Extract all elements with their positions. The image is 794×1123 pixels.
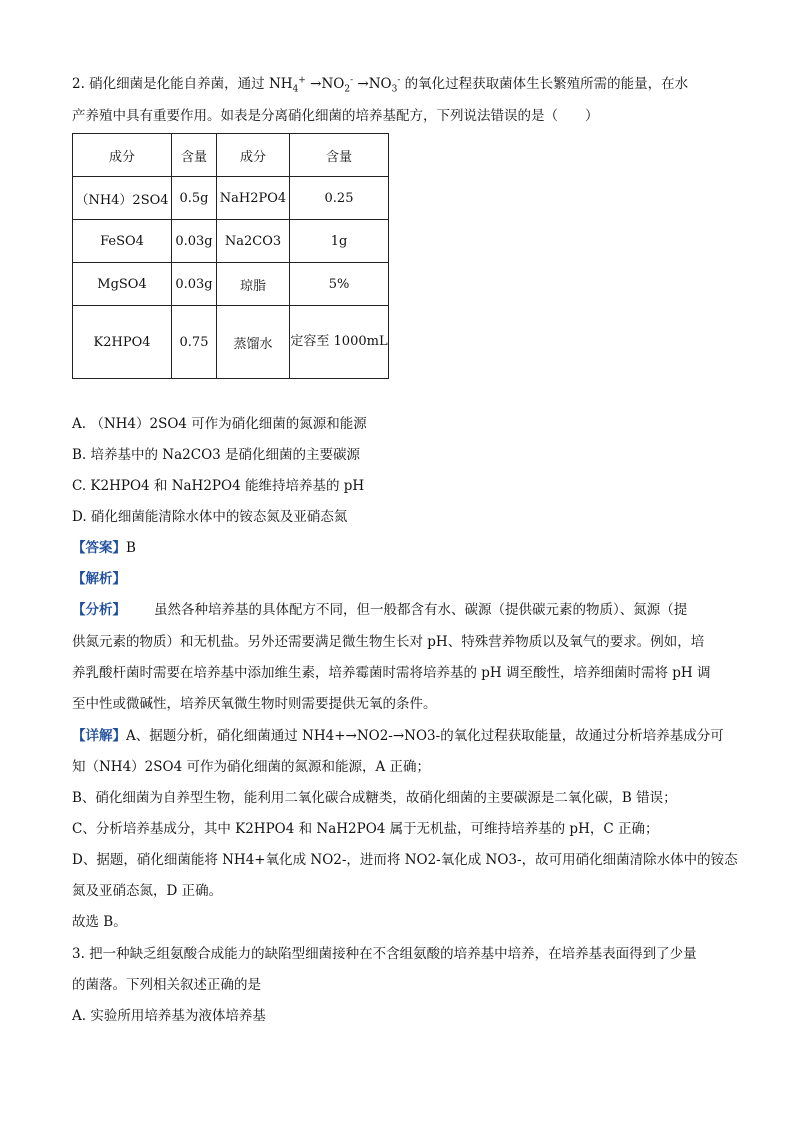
- conclusion-line: 故选 B。: [72, 914, 127, 930]
- xiangjie-line4: C、分析培养基成分，其中 K2HPO4 和 NaH2PO4 属于无机盐，可维持培养基的 pH，C 正确；: [72, 821, 659, 837]
- table-cell: 定容至 1000mL: [290, 306, 389, 379]
- table-cell: 0.03g: [172, 263, 217, 306]
- table-row: [73, 263, 389, 306]
- table-header-cell: 含量: [172, 134, 217, 177]
- table-cell: NaH2PO4: [217, 177, 290, 220]
- q2-option-c: C. K2HPO4 和 NaH2PO4 能维持培养基的 pH: [72, 478, 365, 494]
- table-cell: FeSO4: [73, 220, 172, 263]
- table-cell: 0.25: [290, 177, 389, 220]
- q3-option-a: A. 实验所用培养基为液体培养基: [72, 1008, 266, 1024]
- table-cell: 0.03g: [172, 220, 217, 263]
- table-header-cell: 含量: [290, 134, 389, 177]
- table-cell: 蒸馏水: [217, 306, 290, 379]
- table-header-cell: 成分: [217, 134, 290, 177]
- q2-stem-line1: 2. 硝化细菌是化能自养菌，通过 $NH_4^+ \to NO_2^- \to NO_3^-$ 的氧化过程获取菌体生长繁殖所需的能量，在水: [72, 75, 689, 95]
- q2-option-a: A. （NH4）2SO4 可作为硝化细菌的氮源和能源: [72, 416, 367, 432]
- q3-stem-line1: 3. 把一种缺乏组氨酸合成能力的缺陷型细菌接种在不含组氨酸的培养基中培养，在培养基表面得到了少量: [72, 946, 697, 962]
- q2-stem-line2: 产养殖中具有重要作用。如表是分离硝化细菌的培养基配方，下列说法错误的是（ ）: [72, 108, 599, 124]
- table-header-cell: 成分: [73, 134, 172, 177]
- table-cell: K2HPO4: [73, 306, 172, 379]
- fenxi-tag: 【分析】: [72, 602, 126, 618]
- q3-stem-line2: 的菌落。下列相关叙述正确的是: [72, 977, 261, 993]
- table-row: [73, 220, 389, 263]
- table-cell: 0.5g: [172, 177, 217, 220]
- answer-line: [72, 538, 136, 558]
- table-cell: 1g: [290, 220, 389, 263]
- medium-recipe-table: [72, 133, 389, 379]
- xiangjie-line5: D、据题，硝化细菌能将 NH4+氧化成 NO2-，进而将 NO2-氧化成 NO3-，故可用硝化细菌清除水体中的铵态: [72, 852, 738, 868]
- analysis-tag: 【解析】: [72, 571, 126, 587]
- fenxi-line4: 至中性或微碱性，培养厌氧微生物时则需要提供无氧的条件。: [72, 696, 437, 712]
- xiangjie-line2: 知（NH4）2SO4 可作为硝化细菌的氮源和能源，A 正确；: [72, 759, 430, 775]
- table-cell: （NH4）2SO4: [73, 177, 172, 220]
- fenxi-line3: 养乳酸杆菌时需要在培养基中添加维生素，培养霉菌时需将培养基的 pH 调至酸性，培养细菌时需将 pH 调: [72, 665, 711, 681]
- xiangjie-line1: 【详解】A、据题分析，硝化细菌通过 NH4+→NO2-→NO3-的氧化过程获取能量，故通过分析培养基成分可: [72, 728, 724, 744]
- table-cell: Na2CO3: [217, 220, 290, 263]
- table-header-row: [73, 134, 389, 177]
- table-row: [73, 306, 389, 379]
- answer-value: B: [126, 540, 136, 556]
- table-cell: MgSO4: [73, 263, 172, 306]
- xiangjie-line3: B、硝化细菌为自养型生物，能利用二氧化碳合成糖类，故硝化细菌的主要碳源是二氧化碳，B 错误；: [72, 790, 677, 806]
- answer-tag: 【答案】: [72, 540, 126, 556]
- q2-option-b: B. 培养基中的 Na2CO3 是硝化细菌的主要碳源: [72, 447, 361, 463]
- table-cell: 5%: [290, 263, 389, 306]
- fenxi-line1: 【分析】 虽然各种培养基的具体配方不同，但一般都含有水、碳源（提供碳元素的物质）、氮源（提: [72, 602, 688, 618]
- xiangjie-tag: 【详解】: [72, 728, 126, 744]
- fenxi-line2: 供氮元素的物质）和无机盐。另外还需要满足微生物生长对 pH、特殊营养物质以及氧气的要求。例如，培: [72, 634, 705, 650]
- table-cell: 琼脂: [217, 263, 290, 306]
- table-cell: 0.75: [172, 306, 217, 379]
- xiangjie-line6: 氮及亚硝态氮，D 正确。: [72, 883, 223, 899]
- table-row: [73, 177, 389, 220]
- q2-option-d: D. 硝化细菌能清除水体中的铵态氮及亚硝态氮: [72, 509, 348, 525]
